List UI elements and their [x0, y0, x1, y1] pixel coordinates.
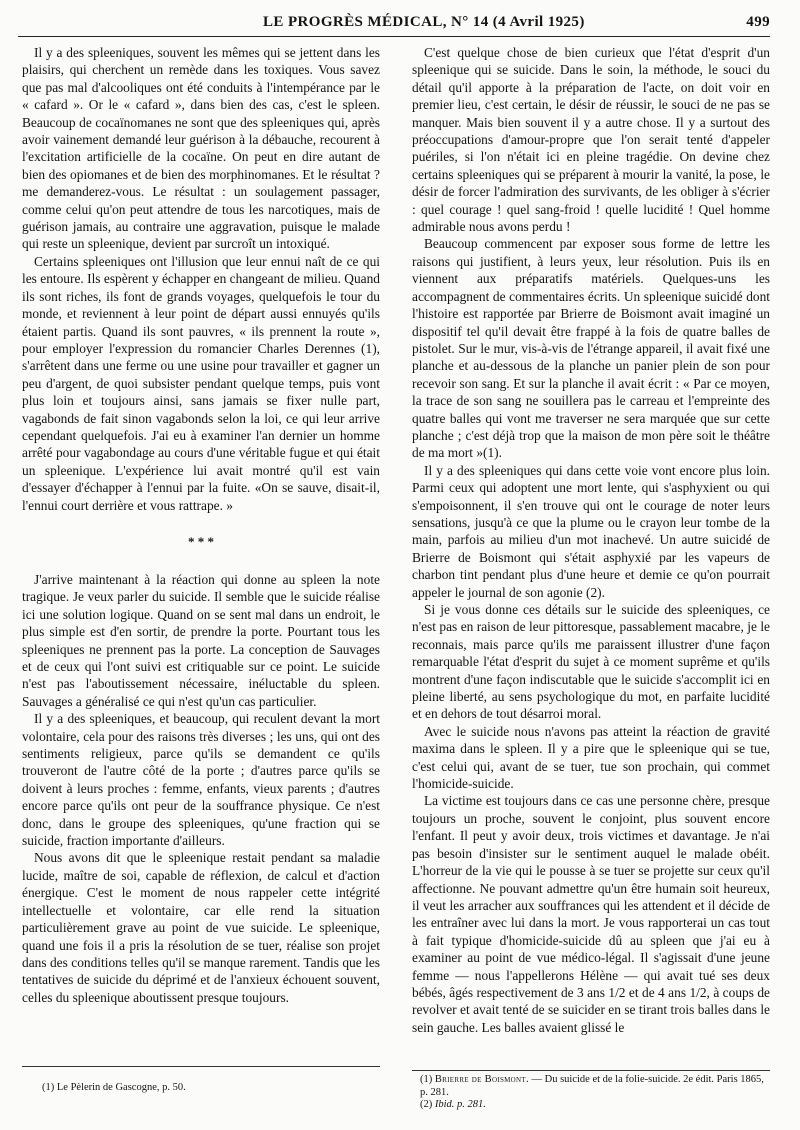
paragraph: Nous avons dit que le spleenique restait pendant sa maladie lucide, maître de soi, capable de réflexion, de calcul et d'action énergique. C'est le moment de nous rappeler cette intégrité intellectuelle et volontaire, car elle rend la situation particulièrement grave au point de vue suicide. Le spleenique, quand une fois il a pris la résolution de se tuer, réalise son projet dans des conditions telles qu'il se manque rarement. Tandis que les tentatives de suicide du déprimé et de l'anxieux échouent souvent, celles du spleenique aboutissent presque toujours. [22, 850, 380, 1005]
footnote-divider [412, 1070, 770, 1071]
paragraph: C'est quelque chose de bien curieux que l'état d'esprit d'un spleenique qui se suicide. Dans le soin, la méthode, le souci du détail qu'il apporte à la préparation de l'acte, on doit voir en premier lieu, c'est certain, le désir de réussir, le souci de ne pas se manquer. Mais bien souvent il y a autre chose. Il y a surtout des préoccupations d'amour-propre que l'on serait tenté d'appeler puériles, si l'on n'était ici en pleine tragédie. On devine chez certains spleeniques qui se préparent à mourir la vanité, la pose, le désir de forcer l'admiration des survivants, de les obliger à s'écrier : quel courage ! quel sang-froid ! quelle lucidité ! Quel homme admirable nous avons perdu ! [412, 45, 770, 235]
paragraph: Si je vous donne ces détails sur le suicide des spleeniques, ce n'est pas en raison de leur pittoresque, passablement macabre, je le reconnais, mais parce qu'ils me paraissent illustrer d'une façon remarquable l'état d'esprit du sujet à ce moment suprême et qu'ils montrent d'une façon indiscutable que le suicide s'accomplit ici en pleine liberté, au sens psychologique du mot, en parfaite lucidité et en dehors de tout désarroi moral. [412, 602, 770, 722]
footnotes [420, 1074, 772, 1112]
footnote [42, 1082, 372, 1095]
paragraph: Il y a des spleeniques qui dans cette voie vont encore plus loin. Parmi ceux qui adoptent une mort lente, qui s'asphyxient ou qui s'empoisonnent, il s'en trouve qui ont le courage de noter leurs sensations, jusqu'à ce que la plume ou le crayon leur tombe de la main, parfois au milieu d'un mot inachevé. Un autre suicidé de Brierre de Boismont qui s'était asphyxié par les vapeurs de charbon tint pendant plus d'une heure et demie ce qu'on pourrait appeler le journal de son agonie (2). [412, 462, 770, 600]
left-column [22, 44, 380, 1006]
right-column [412, 44, 770, 1036]
footnote-text: — Du suicide et de la folie-suicide. 2e édit. Paris 1865, p. 281. [420, 1074, 764, 1098]
paragraph: Avec le suicide nous n'avons pas atteint la réaction de gravité maxima dans le spleen. Il y a pire que le spleenique qui se tue, c'est celui qui, avant de se tuer, tue son prochain, qui commet l'homicide-suicide. [412, 723, 770, 792]
paragraph: Il y a des spleeniques, et beaucoup, qui reculent devant la mort volontaire, cela pour des raisons très diverses ; les uns, qui ont des sentiments religieux, parce qu'ils se demandent ce qu'ils trouveront de l'autre côté de la porte ; d'autres parce qu'ils se doivent à leurs proches : femme, enfants, vieux parents ; d'autres encore parce qu'ils ont peur de la souffrance physique. Ce n'est donc, dans le groupe des spleeniques, qu'une fraction qui se suicide, fraction importante d'ailleurs. [22, 711, 380, 849]
paragraph: La victime est toujours dans ce cas une personne chère, presque toujours un proche, souvent le conjoint, plus souvent encore l'enfant. Il peut y avoir deux, trois victimes et davantage. Je n'ai pas besoin d'insister sur le sentiment auquel le malade obéit. L'horreur de la vie qui le pousse à se tuer se projette sur ceux qu'il affectionne. Ne pouvant admettre qu'un être humain soit heureux, il veut les arracher aux souffrances qui les attendent et il décide de les entraîner avec lui dans la mort. Je vous rapporterai un cas tout à fait typique d'homicide-suicide dû au spleen que j'ai eu à examiner au point de vue médico-légal. Il s'agissait d'une jeune femme — nous l'appellerons Hélène — qui avait tué ses deux bébés, âgés respectivement de 3 ans 1/2 et de 4 ans 1/2, à coups de revolver et avait tenté de se suicider en se tirant trois balles dans le sein gauche. Les balles avaient glissé le [412, 793, 770, 1035]
footnote-author: Brierre de Boismont. [434, 1074, 529, 1085]
footnote-divider [22, 1066, 380, 1067]
paragraph: J'arrive maintenant à la réaction qui donne au spleen la note tragique. Je veux parler du suicide. Il semble que le suicide réalise ici une solution logique. Quand on se sent mal dans un endroit, le plus simple est d'en sortir, de prendre la porte. Pourtant tous les spleeniques ne prennent pas la porte. La conception de Sauvages et de ceux qui l'ont suivi est critiquable sur ce point. Le suicide n'est pas l'aboutissement nécessaire, inéluctable du spleen. Sauvages a généralisé ce qui n'est qu'un cas particulier. [22, 571, 380, 709]
footnote [420, 1099, 772, 1112]
footnote-number: (2) [420, 1099, 433, 1110]
paragraph: Beaucoup commencent par exposer sous forme de lettre les raisons qui justifient, à leurs yeux, leur résolution. Puis ils en viennent aux préparatifs matériels. Quelques-uns les accompagnent de commentaires écrits. Un spleenique suicidé dont l'histoire est rapportée par Brierre de Boismont avait imaginé un dispositif tel qu'il devait être frappé à la fois de quatre balles de pistolet. Sur le mur, vis-à-vis de l'étrange appareil, il avait fixé une planche et au-dessous de la planche un panier plein de son pour recevoir son sang. Et sur la planche il avait écrit : « Par ce moyen, la trace de son sang ne souillera pas le carreau et l'empreinte des quatre balles qui vont me traverser ne sera marquée que sur cette planche ; c'est déjà trop que la maison de mon père soit le théâtre de ma mort »(1). [412, 236, 770, 461]
page-number: 499 [746, 14, 770, 30]
footnote-text: (1) Le Pèlerin de Gascogne, p. 50. [42, 1082, 186, 1093]
footnote-text: Ibid. p. 281. [434, 1099, 486, 1110]
section-separator: * * * [188, 533, 214, 549]
footnote-number: (1) [420, 1074, 433, 1085]
paragraph: Il y a des spleeniques, souvent les mêmes qui se jettent dans les plaisirs, qui cherchent un remède dans les toxiques. Vous savez que pas mal d'alcooliques ont été conduits à l'intempérance par le « cafard ». Or le « cafard », dans bien des cas, c'est le spleen. Beaucoup de cocaïnomanes ne sont que des spleeniques qui, après avoir vainement demandé leur guérison à la débauche, recourent à l'excitation artificielle de la cocaïne. On peut en dire autant de bien des opiomanes et de bien des morphinomanes. Et le résultat ? me demanderez-vous. Le résultat : un soulagement passager, comme celui qu'on peut attendre de tous les narcotiques, mais de guérison jamais, au contraire une aggravation, puisque le malade qui reste un spleenique, devient par surcroît un intoxiqué. [22, 45, 380, 252]
page-header [18, 10, 770, 37]
paragraph: Certains spleeniques ont l'illusion que leur ennui naît de ce qui les entoure. Ils espèrent y échapper en changeant de milieu. Quand ils sont riches, ils font de grands voyages, quelquefois le tour du monde, et reviennent à leur point de départ aussi ennuyés qu'ils étaient partis. Quand ils sont pauvres, « ils prennent la route », pour employer l'expression du romancier Charles Derennes (1), s'arrêtent dans une ferme ou une usine pour travailler et gagner un peu d'argent, de quoi subsister pendant quelque temps, puis vont plus loin et toujours ainsi, sans jamais se fixer nulle part, vagabonds de fait sinon vagabonds selon la loi, ce qui leur arrive cependant quelquefois. J'ai eu à examiner l'an dernier un homme arrêté pour vagabondage au cours d'une véritable fugue et qui était un spleenique. L'expérience lui avait montré qu'il est vain d'essayer d'échapper à l'ennui par la fuite. «On se sauve, disait-il, l'ennui court derrière et vous rattrape. » [22, 253, 380, 513]
journal-title: LE PROGRÈS MÉDICAL, N° 14 (4 Avril 1925) [263, 14, 585, 30]
footnote [420, 1074, 772, 1099]
